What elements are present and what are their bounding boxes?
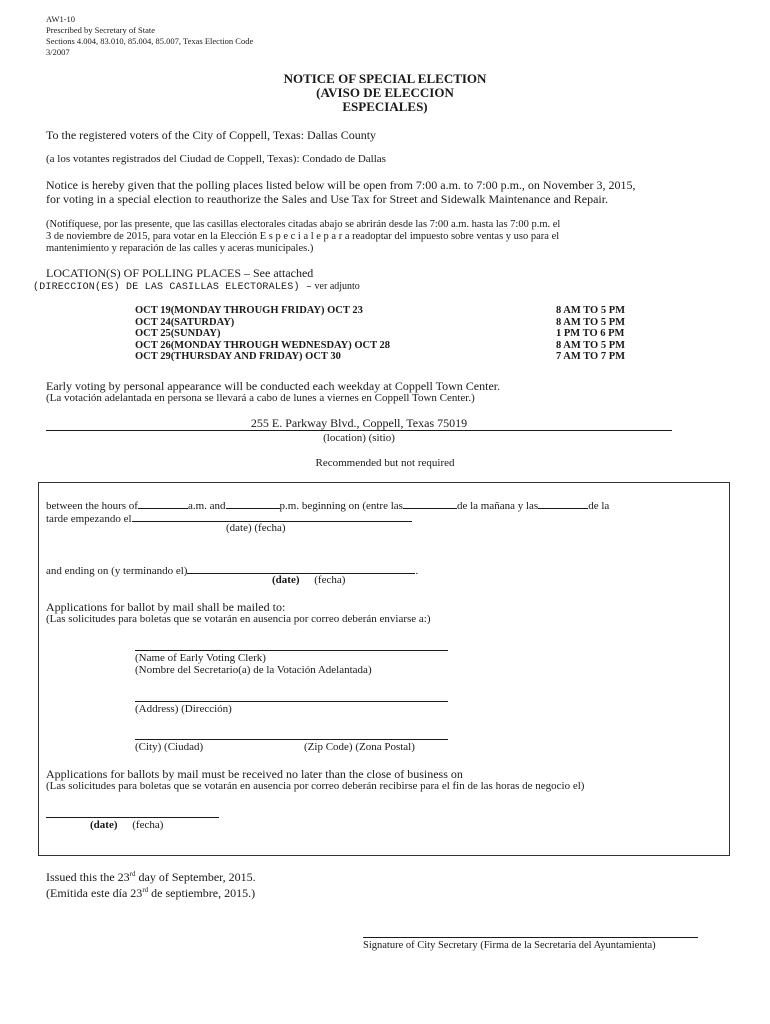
received-line-1: Applications for ballots by mail must be received no later than the close of business on xyxy=(46,767,463,781)
issued-text-3: (Emitida este día 23 xyxy=(46,886,143,900)
start-hour-es-field[interactable] xyxy=(403,497,457,509)
tarde-text: tarde empezando el xyxy=(46,513,132,525)
mail-to-line-2: (Las solicitudes para boletas que se votarán en ausencia por correo deberán enviarse a:) xyxy=(46,613,431,625)
hours-text-4: de la mañana y las xyxy=(456,500,539,512)
schedule-dates xyxy=(135,305,390,363)
issued-text-4: de septiembre, 2015.) xyxy=(148,886,256,900)
address-label: (Address) (Dirección) xyxy=(135,703,232,715)
title-line-1: NOTICE OF SPECIAL ELECTION xyxy=(283,71,487,86)
hours-text-5: de la xyxy=(588,500,610,512)
issued-text-2: day of September, 2015. xyxy=(135,870,256,884)
issued-text-1: Issued this the 23 xyxy=(46,870,130,884)
issued-line-2 xyxy=(46,886,255,900)
clerk-label-1: (Name of Early Voting Clerk) xyxy=(135,652,266,664)
city-label: (City) (Ciudad) xyxy=(135,741,204,753)
title-line-2: (AVISO DE ELECCION xyxy=(316,85,454,100)
schedule-hours xyxy=(556,305,625,363)
issued-sup-2: rd xyxy=(142,886,149,894)
early-voting-line-2: (La votación adelantada en persona se llevará a cabo de lunes a viernes en Coppell Town Center.) xyxy=(46,392,475,404)
final-date-caption xyxy=(90,819,163,832)
schedule-row-dates: OCT 26(MONDAY THROUGH WEDNESDAY) OCT 28 xyxy=(135,339,391,351)
schedule-row-hours: 7 AM TO 7 PM xyxy=(556,351,626,362)
ending-line xyxy=(46,562,418,578)
location-address: 255 E. Parkway Blvd., Coppell, Texas 75019 xyxy=(250,416,468,430)
beginning-date-field[interactable] xyxy=(132,510,412,522)
issued-sup-1: rd xyxy=(129,870,136,878)
notice-es-line-3: mantenimiento y reparación de las calles y aceras municipales.) xyxy=(46,243,314,254)
notice-es-line-1: (Notifíquese, por las presente, que las casillas electorales citadas abajo se abrirán desde las 7:00 a.m. hasta las 7:00 p.m. el xyxy=(46,219,561,230)
final-date-field[interactable] xyxy=(46,817,219,818)
clerk-label-2: (Nombre del Secretario(a) de la Votación Adelantada) xyxy=(135,664,372,676)
notice-line-2: for voting in a special election to reauthorize the Sales and Use Tax for Street and Sidewalk Maintenance and Repair. xyxy=(46,192,609,206)
ending-date-caption xyxy=(272,574,345,587)
ending-fecha-label: (fecha) xyxy=(314,574,346,586)
zip-label: (Zip Code) (Zona Postal) xyxy=(304,741,415,753)
schedule-row-hours: 8 AM TO 5 PM xyxy=(556,316,626,328)
form-date: 3/2007 xyxy=(46,47,70,57)
notice-line-1: Notice is hereby given that the polling places listed below will be open from 7:00 a.m. to 7:00 p.m., on November 3, 2015, xyxy=(46,178,636,192)
code-sections: Sections 4.004, 83.010, 85.004, 85.007, Texas Election Code xyxy=(46,36,254,46)
locations-label-es-mono: (DIRECCION(ES) DE LAS CASILLAS ELECTORALES) – xyxy=(33,282,313,293)
ending-date-field[interactable] xyxy=(187,562,415,574)
received-line-2: (Las solicitudes para boletas que se votarán en ausencia por correo deberán recibirse para el fin de las horas de negocio el) xyxy=(46,780,585,792)
form-id: AW1-10 xyxy=(46,14,76,24)
location-caption: (location) (sitio) xyxy=(323,432,395,444)
city-zip-field[interactable] xyxy=(135,739,448,740)
recommended-note: Recommended but not required xyxy=(315,457,455,469)
schedule-row-dates: OCT 24(SATURDAY) xyxy=(135,316,235,328)
notice-es-line-2: 3 de noviembre de 2015, para votar en la Elección E s p e c i a l e p a r a readoptar del impuesto sobre ventas y uso para el xyxy=(46,231,560,242)
schedule-row-dates: OCT 29(THURSDAY AND FRIDAY) OCT 30 xyxy=(135,351,341,362)
end-hour-field[interactable] xyxy=(226,497,280,509)
issued-line-1 xyxy=(46,870,256,884)
locations-label-es-tail: ver adjunto xyxy=(314,281,360,292)
schedule-row-dates: OCT 25(SUNDAY) xyxy=(135,328,221,339)
locations-label-es xyxy=(33,281,360,293)
final-fecha-label: (fecha) xyxy=(132,819,164,831)
clerk-name-field[interactable] xyxy=(135,650,448,651)
locations-label: LOCATION(S) OF POLLING PLACES – See attached xyxy=(46,266,314,280)
title-line-3: ESPECIALES) xyxy=(342,99,428,114)
to-voters-es: (a los votantes registrados del Ciudad de Coppell, Texas): Condado de Dallas xyxy=(46,153,386,165)
start-hour-field[interactable] xyxy=(138,497,188,509)
mail-to-line-1: Applications for ballot by mail shall be mailed to: xyxy=(46,600,286,614)
schedule-row-dates: OCT 19(MONDAY THROUGH FRIDAY) OCT 23 xyxy=(135,305,363,316)
hours-text-2: a.m. and xyxy=(187,500,226,512)
schedule-row-hours: 8 AM TO 5 PM xyxy=(556,305,626,316)
signature-field[interactable] xyxy=(363,937,698,938)
prescribed-by: Prescribed by Secretary of State xyxy=(46,25,156,35)
final-date-label: (date) xyxy=(90,819,118,831)
ending-date-label: (date) xyxy=(272,574,300,586)
address-underline xyxy=(46,430,672,431)
to-voters: To the registered voters of the City of Coppell, Texas: Dallas County xyxy=(46,128,377,142)
early-voting-line-1: Early voting by personal appearance will be conducted each weekday at Coppell Town Center. xyxy=(46,379,501,393)
ending-text: and ending on (y terminando el) xyxy=(46,565,188,577)
signature-caption: Signature of City Secretary (Firma de la Secretaria del Ayuntamienta) xyxy=(363,940,656,951)
hours-text-1: between the hours of xyxy=(46,500,138,512)
clerk-address-field[interactable] xyxy=(135,701,448,702)
end-hour-es-field[interactable] xyxy=(538,497,588,509)
hours-text-3: p.m. beginning on (entre las xyxy=(279,500,403,512)
schedule-row-hours: 8 AM TO 5 PM xyxy=(556,339,626,351)
beginning-date-caption: (date) (fecha) xyxy=(226,522,286,534)
ending-period: . xyxy=(415,565,419,577)
schedule-row-hours: 1 PM TO 6 PM xyxy=(556,328,625,339)
